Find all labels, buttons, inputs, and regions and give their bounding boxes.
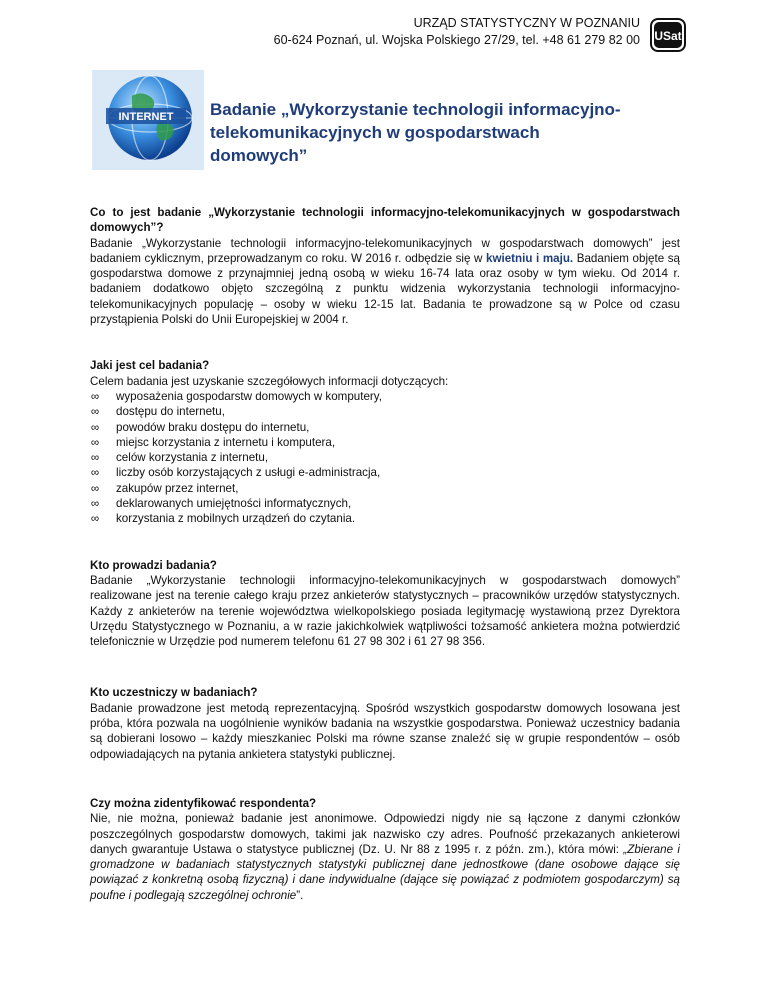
paragraph: Badanie „Wykorzystanie technologii informacyjno-telekomunikacyjnych w gospodarstwach domowych” realizowane jest na terenie całego kraju przez ankieterów statystycznych – pracowników urzędów statystycznych. Każdy z ankieterów na terenie województwa wielkopolskiego posiada legitymację wystawioną przez Dyrektora Urzędu Statystycznego w Poznaniu, a w razie jakichkolwiek wątpliwości tożsamość ankietera można potwierdzić telefonicznie w Urzędzie pod numerem telefonu 61 27 98 302 i 61 27 98 356. bbox=[90, 573, 680, 649]
internet-globe-icon bbox=[92, 70, 204, 170]
bullet-icon: ∞ bbox=[90, 512, 100, 526]
list-item: ∞ celów korzystania z internetu, bbox=[90, 451, 269, 465]
paragraph-text: Nie, nie można, ponieważ badanie jest anonimowe. Odpowiedzi nigdy nie są łączone z danymi członków poszczególnych gospodarstw domowych, takimi jak nazwisko czy adres. Poufność przekazanych ankieterowi danych gwarantuje Ustawa o statystyce publicznej (Dz. U. Nr 88 z 1995 r. z późn. zm.), która mówi: bbox=[90, 812, 680, 856]
list-item: ∞ miejsc korzystania z internetu i komputera, bbox=[90, 435, 336, 449]
list-item: ∞ zakupów przez internet, bbox=[90, 481, 239, 495]
section-what-is bbox=[90, 205, 680, 327]
question-heading: Jaki jest cel badania? bbox=[90, 359, 210, 373]
paragraph: Badanie prowadzone jest metodą reprezentacyjną. Spośród wszystkich gospodarstw domowych losowana jest próba, która pozwala na uogólnienie wyników badania na wszystkie gospodarstwa. Ponieważ uczestnicy badania są dobierani losowo – każdy mieszkaniec Polski ma równe szanse znaleźć się w grupie respondentów – osób odpowiadających na pytania ankietera statystyki publicznej. bbox=[90, 701, 680, 761]
document-body bbox=[90, 205, 680, 903]
bullet-icon: ∞ bbox=[90, 481, 100, 495]
list-item: ∞ korzystania z mobilnych urządzeń do czytania. bbox=[90, 512, 356, 526]
title-line-1: Badanie „Wykorzystanie technologii informacyjno- bbox=[210, 100, 621, 119]
list-item: ∞ powodów braku dostępu do internetu, bbox=[90, 420, 310, 434]
section-goal bbox=[90, 358, 680, 526]
us-logo-icon bbox=[650, 18, 686, 52]
paragraph-text: ”. bbox=[296, 888, 304, 902]
title-line-2: telekomunikacyjnych w gospodarstwach domowych” bbox=[210, 123, 540, 165]
list-item: ∞ deklarowanych umiejętności informatycznych, bbox=[90, 497, 352, 511]
goal-list bbox=[90, 389, 680, 527]
paragraph-text: Badanie „Wykorzystanie technologii informacyjno-telekomunikacyjnych w gospodarstwach domowych” jest badaniem cyklicznym, przeprowadzanym co roku. W 2016 r. odbędzie się w bbox=[90, 236, 680, 265]
law-quote: „Zbierane i gromadzone w badaniach statystycznych statystyki publicznej dane jednostkowe (dane osobowe dające się powiązać z konkretną osobą fizyczną) i dane indywidualne (dające się powiązać z podmiotem gospodarczym) są poufne i podlegają szczególnej ochronie bbox=[90, 842, 680, 902]
bullet-icon: ∞ bbox=[90, 389, 100, 403]
bullet-icon: ∞ bbox=[90, 497, 100, 511]
list-item: ∞ wyposażenia gospodarstw domowych w komputery, bbox=[90, 389, 382, 403]
bullet-icon: ∞ bbox=[90, 451, 100, 465]
section-who-conducts bbox=[90, 558, 680, 650]
question-heading: Co to jest badanie „Wykorzystanie technologii informacyjno-telekomunikacyjnych w gospodarstwach domowych”? bbox=[90, 206, 680, 235]
question-heading: Kto uczestniczy w badaniach? bbox=[90, 686, 258, 700]
logo-text: USat bbox=[654, 29, 682, 43]
bullet-icon: ∞ bbox=[90, 435, 100, 449]
paragraph bbox=[90, 811, 680, 903]
question-heading: Czy można zidentyfikować respondenta? bbox=[90, 796, 317, 810]
section-anonymity bbox=[90, 796, 680, 903]
bullet-icon: ∞ bbox=[90, 405, 100, 419]
question-heading: Kto prowadzi badania? bbox=[90, 558, 217, 572]
bullet-icon: ∞ bbox=[90, 466, 100, 480]
list-item: ∞ liczby osób korzystających z usługi e-administracja, bbox=[90, 466, 381, 480]
globe-label: INTERNET bbox=[118, 111, 174, 123]
paragraph-text: Badaniem objęte są gospodarstwa domowe z przynajmniej jedną osobą w wieku 16-74 lata oraz osoby w tym wieku. Od 2014 r. badaniem dodatkowo objęto szczególną z punktu widzenia wykorzystania technologii informacyjno-telekomunikacyjnych populację – osoby w wieku 12-15 lat. Badania te prowadzone są w Polce od czasu przystąpienia Polski do Unii Europejskiej w 2004 r. bbox=[90, 251, 681, 327]
bullet-icon: ∞ bbox=[90, 420, 100, 434]
paragraph bbox=[90, 236, 680, 328]
list-item: ∞ dostępu do internetu, bbox=[90, 405, 225, 419]
page-title bbox=[210, 98, 630, 167]
office-address: 60-624 Poznań, ul. Wojska Polskiego 27/29, tel. +48 61 279 82 00 bbox=[273, 33, 640, 47]
highlighted-date: kwietniu i maju. bbox=[486, 251, 574, 265]
section-participants bbox=[90, 685, 680, 761]
list-intro: Celem badania jest uzyskanie szczegółowych informacji dotyczących: bbox=[90, 374, 449, 388]
office-name: URZĄD STATYSTYCZNY W POZNANIU bbox=[413, 16, 640, 30]
